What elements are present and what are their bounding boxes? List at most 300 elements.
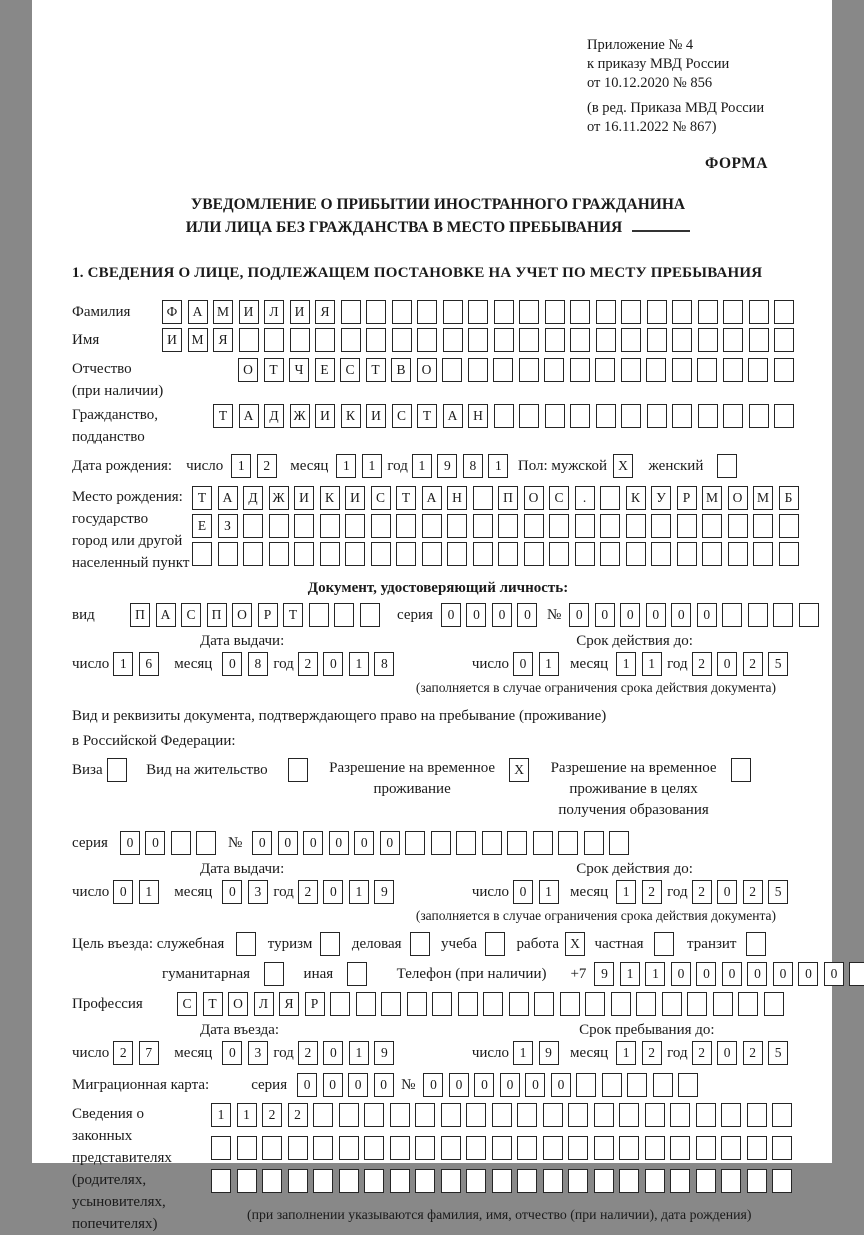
name-cell[interactable] xyxy=(519,328,539,352)
citizenship-cell[interactable] xyxy=(570,404,590,428)
representative-cell[interactable] xyxy=(696,1136,716,1160)
edu-permit-checkbox[interactable] xyxy=(731,758,751,782)
birthplace-cell[interactable] xyxy=(192,542,212,566)
profession-cell[interactable] xyxy=(432,992,452,1016)
representative-cell[interactable] xyxy=(772,1103,792,1127)
mig-number-cell[interactable]: 0 xyxy=(551,1073,571,1097)
representative-cell[interactable] xyxy=(619,1169,639,1193)
name-cell[interactable] xyxy=(596,328,616,352)
birthplace-cell[interactable]: З xyxy=(218,514,238,538)
patronymic-cell[interactable]: О xyxy=(417,358,437,382)
surname-cell[interactable]: И xyxy=(290,300,310,324)
patronymic-cell[interactable] xyxy=(697,358,717,382)
birthplace-cell[interactable]: А xyxy=(218,486,238,510)
profession-cell[interactable] xyxy=(687,992,707,1016)
profession-cell[interactable] xyxy=(509,992,529,1016)
name-cell[interactable] xyxy=(392,328,412,352)
birthplace-cell[interactable]: Е xyxy=(192,514,212,538)
phone-cell[interactable]: 0 xyxy=(747,962,767,986)
permit-valid-day-cell[interactable]: 1 xyxy=(539,880,559,904)
doc-kind-cell[interactable] xyxy=(309,603,329,627)
entry-year-cell[interactable]: 9 xyxy=(374,1041,394,1065)
name-cell[interactable] xyxy=(239,328,259,352)
birthplace-cell[interactable] xyxy=(396,542,416,566)
doc-number-cell[interactable]: 0 xyxy=(595,603,615,627)
birthplace-cell[interactable]: И xyxy=(345,486,365,510)
surname-cell[interactable] xyxy=(545,300,565,324)
doc-kind-cell[interactable] xyxy=(360,603,380,627)
surname-cell[interactable] xyxy=(570,300,590,324)
profession-cell[interactable]: Т xyxy=(203,992,223,1016)
name-cell[interactable] xyxy=(341,328,361,352)
doc-valid-year-cell[interactable]: 0 xyxy=(717,652,737,676)
profession-cell[interactable]: Я xyxy=(279,992,299,1016)
birthplace-cell[interactable] xyxy=(473,542,493,566)
citizenship-cell[interactable]: Н xyxy=(468,404,488,428)
doc-series-cell[interactable]: 0 xyxy=(492,603,512,627)
doc-valid-year-cell[interactable]: 5 xyxy=(768,652,788,676)
citizenship-cell[interactable] xyxy=(494,404,514,428)
representative-cell[interactable] xyxy=(645,1136,665,1160)
birthplace-cell[interactable] xyxy=(626,514,646,538)
mig-series-cell[interactable]: 0 xyxy=(297,1073,317,1097)
permit-valid-year-cell[interactable]: 5 xyxy=(768,880,788,904)
name-cell[interactable] xyxy=(647,328,667,352)
mig-number-cell[interactable] xyxy=(576,1073,596,1097)
citizenship-cell[interactable] xyxy=(723,404,743,428)
permit-number-cell[interactable]: 0 xyxy=(354,831,374,855)
birthplace-cell[interactable]: Б xyxy=(779,486,799,510)
doc-kind-cell[interactable]: П xyxy=(207,603,227,627)
representative-cell[interactable] xyxy=(696,1169,716,1193)
birthplace-cell[interactable] xyxy=(702,514,722,538)
citizenship-cell[interactable] xyxy=(672,404,692,428)
permit-issue-month-cell[interactable]: 0 xyxy=(222,880,242,904)
representative-cell[interactable] xyxy=(390,1103,410,1127)
birthplace-cell[interactable] xyxy=(422,542,442,566)
doc-issue-year-cell[interactable]: 8 xyxy=(374,652,394,676)
visa-checkbox[interactable] xyxy=(107,758,127,782)
mig-number-cell[interactable] xyxy=(627,1073,647,1097)
birth-year-cell[interactable]: 1 xyxy=(412,454,432,478)
representative-cell[interactable] xyxy=(772,1136,792,1160)
permit-issue-year-cell[interactable]: 9 xyxy=(374,880,394,904)
permit-number-cell[interactable] xyxy=(405,831,425,855)
permit-number-cell[interactable]: 0 xyxy=(303,831,323,855)
representative-cell[interactable] xyxy=(492,1103,512,1127)
doc-number-cell[interactable] xyxy=(773,603,793,627)
birthplace-cell[interactable] xyxy=(320,542,340,566)
stay-day-cell[interactable]: 9 xyxy=(539,1041,559,1065)
mig-series-cell[interactable]: 0 xyxy=(323,1073,343,1097)
citizenship-cell[interactable] xyxy=(749,404,769,428)
entry-month-cell[interactable]: 3 xyxy=(248,1041,268,1065)
representative-cell[interactable] xyxy=(594,1103,614,1127)
representative-cell[interactable] xyxy=(696,1103,716,1127)
representative-cell[interactable]: 2 xyxy=(262,1103,282,1127)
name-cell[interactable] xyxy=(570,328,590,352)
permit-valid-month-cell[interactable]: 1 xyxy=(616,880,636,904)
birthplace-cell[interactable]: О xyxy=(728,486,748,510)
phone-cell[interactable]: 1 xyxy=(620,962,640,986)
profession-cell[interactable] xyxy=(611,992,631,1016)
doc-valid-month-cell[interactable]: 1 xyxy=(616,652,636,676)
stay-day-cell[interactable]: 1 xyxy=(513,1041,533,1065)
birthplace-cell[interactable]: А xyxy=(422,486,442,510)
representative-cell[interactable] xyxy=(288,1169,308,1193)
doc-kind-cell[interactable]: П xyxy=(130,603,150,627)
doc-series-cell[interactable]: 0 xyxy=(466,603,486,627)
entry-year-cell[interactable]: 0 xyxy=(323,1041,343,1065)
doc-issue-year-cell[interactable]: 0 xyxy=(323,652,343,676)
representative-cell[interactable] xyxy=(466,1136,486,1160)
representative-cell[interactable] xyxy=(339,1103,359,1127)
representative-cell[interactable] xyxy=(492,1169,512,1193)
citizenship-cell[interactable]: С xyxy=(392,404,412,428)
surname-cell[interactable] xyxy=(519,300,539,324)
doc-kind-cell[interactable]: О xyxy=(232,603,252,627)
representative-cell[interactable] xyxy=(415,1169,435,1193)
representative-cell[interactable] xyxy=(543,1169,563,1193)
birthplace-cell[interactable] xyxy=(243,514,263,538)
phone-cell[interactable]: 0 xyxy=(798,962,818,986)
representative-cell[interactable] xyxy=(466,1103,486,1127)
doc-series-cell[interactable]: 0 xyxy=(441,603,461,627)
birthplace-cell[interactable] xyxy=(345,542,365,566)
profession-cell[interactable] xyxy=(636,992,656,1016)
birth-day-cell[interactable]: 1 xyxy=(231,454,251,478)
surname-cell[interactable] xyxy=(621,300,641,324)
birthplace-cell[interactable]: К xyxy=(626,486,646,510)
profession-cell[interactable] xyxy=(381,992,401,1016)
citizenship-cell[interactable]: Т xyxy=(417,404,437,428)
profession-cell[interactable] xyxy=(713,992,733,1016)
permit-number-cell[interactable] xyxy=(456,831,476,855)
representative-cell[interactable] xyxy=(364,1169,384,1193)
birthplace-cell[interactable]: О xyxy=(524,486,544,510)
birth-month-cell[interactable]: 1 xyxy=(336,454,356,478)
profession-cell[interactable] xyxy=(330,992,350,1016)
stay-year-cell[interactable]: 2 xyxy=(743,1041,763,1065)
name-cell[interactable] xyxy=(672,328,692,352)
representative-cell[interactable] xyxy=(313,1169,333,1193)
phone-cell[interactable]: 0 xyxy=(696,962,716,986)
birthplace-cell[interactable] xyxy=(473,486,493,510)
name-cell[interactable] xyxy=(621,328,641,352)
birthplace-cell[interactable] xyxy=(371,514,391,538)
doc-issue-month-cell[interactable]: 8 xyxy=(248,652,268,676)
birthplace-cell[interactable] xyxy=(524,514,544,538)
representative-cell[interactable] xyxy=(670,1103,690,1127)
representative-cell[interactable] xyxy=(645,1169,665,1193)
surname-cell[interactable]: И xyxy=(239,300,259,324)
stay-year-cell[interactable]: 0 xyxy=(717,1041,737,1065)
permit-number-cell[interactable] xyxy=(533,831,553,855)
birthplace-cell[interactable]: П xyxy=(498,486,518,510)
name-cell[interactable] xyxy=(698,328,718,352)
surname-cell[interactable] xyxy=(417,300,437,324)
representative-cell[interactable] xyxy=(415,1136,435,1160)
representative-cell[interactable] xyxy=(543,1103,563,1127)
mig-number-cell[interactable] xyxy=(678,1073,698,1097)
representative-cell[interactable] xyxy=(721,1169,741,1193)
permit-number-cell[interactable] xyxy=(507,831,527,855)
permit-number-cell[interactable]: 0 xyxy=(252,831,272,855)
birthplace-cell[interactable] xyxy=(753,542,773,566)
surname-cell[interactable] xyxy=(341,300,361,324)
patronymic-cell[interactable] xyxy=(774,358,794,382)
birthplace-cell[interactable] xyxy=(651,514,671,538)
profession-cell[interactable] xyxy=(356,992,376,1016)
representative-cell[interactable] xyxy=(594,1136,614,1160)
representative-cell[interactable] xyxy=(441,1136,461,1160)
patronymic-cell[interactable] xyxy=(544,358,564,382)
profession-cell[interactable] xyxy=(662,992,682,1016)
permit-number-cell[interactable]: 0 xyxy=(278,831,298,855)
name-cell[interactable] xyxy=(264,328,284,352)
birthplace-cell[interactable] xyxy=(524,542,544,566)
mig-series-cell[interactable]: 0 xyxy=(348,1073,368,1097)
patronymic-cell[interactable]: С xyxy=(340,358,360,382)
birthplace-cell[interactable] xyxy=(447,542,467,566)
representative-cell[interactable] xyxy=(772,1169,792,1193)
birthplace-cell[interactable] xyxy=(575,542,595,566)
name-cell[interactable] xyxy=(545,328,565,352)
name-cell[interactable] xyxy=(290,328,310,352)
citizenship-cell[interactable]: А xyxy=(239,404,259,428)
doc-valid-year-cell[interactable]: 2 xyxy=(692,652,712,676)
doc-number-cell[interactable]: 0 xyxy=(646,603,666,627)
birth-year-cell[interactable]: 1 xyxy=(488,454,508,478)
name-cell[interactable]: М xyxy=(188,328,208,352)
permit-issue-month-cell[interactable]: 3 xyxy=(248,880,268,904)
phone-cell[interactable]: 1 xyxy=(645,962,665,986)
permit-issue-year-cell[interactable]: 0 xyxy=(323,880,343,904)
birthplace-cell[interactable] xyxy=(779,514,799,538)
doc-kind-cell[interactable]: Р xyxy=(258,603,278,627)
permit-valid-year-cell[interactable]: 2 xyxy=(692,880,712,904)
purpose-private-checkbox[interactable] xyxy=(654,932,674,956)
doc-valid-month-cell[interactable]: 1 xyxy=(642,652,662,676)
birthplace-cell[interactable] xyxy=(422,514,442,538)
profession-cell[interactable]: Л xyxy=(254,992,274,1016)
birthplace-cell[interactable] xyxy=(396,514,416,538)
name-cell[interactable] xyxy=(468,328,488,352)
birthplace-cell[interactable] xyxy=(447,514,467,538)
birthplace-cell[interactable] xyxy=(753,514,773,538)
patronymic-cell[interactable] xyxy=(570,358,590,382)
citizenship-cell[interactable]: А xyxy=(443,404,463,428)
profession-cell[interactable] xyxy=(738,992,758,1016)
birthplace-cell[interactable] xyxy=(702,542,722,566)
representative-cell[interactable] xyxy=(543,1136,563,1160)
citizenship-cell[interactable]: И xyxy=(315,404,335,428)
purpose-business-checkbox[interactable] xyxy=(410,932,430,956)
stay-year-cell[interactable]: 5 xyxy=(768,1041,788,1065)
phone-cell[interactable]: 0 xyxy=(722,962,742,986)
birthplace-cell[interactable] xyxy=(728,514,748,538)
permit-issue-year-cell[interactable]: 1 xyxy=(349,880,369,904)
doc-issue-day-cell[interactable]: 6 xyxy=(139,652,159,676)
representative-cell[interactable] xyxy=(211,1169,231,1193)
doc-number-cell[interactable] xyxy=(748,603,768,627)
name-cell[interactable] xyxy=(494,328,514,352)
permit-series-cell[interactable]: 0 xyxy=(145,831,165,855)
permit-issue-year-cell[interactable]: 2 xyxy=(298,880,318,904)
citizenship-cell[interactable] xyxy=(647,404,667,428)
birthplace-cell[interactable] xyxy=(549,542,569,566)
doc-kind-cell[interactable] xyxy=(334,603,354,627)
surname-cell[interactable] xyxy=(672,300,692,324)
doc-series-cell[interactable]: 0 xyxy=(517,603,537,627)
representative-cell[interactable] xyxy=(262,1169,282,1193)
mig-number-cell[interactable]: 0 xyxy=(525,1073,545,1097)
representative-cell[interactable] xyxy=(747,1169,767,1193)
patronymic-cell[interactable] xyxy=(723,358,743,382)
representative-cell[interactable] xyxy=(441,1103,461,1127)
patronymic-cell[interactable]: Т xyxy=(366,358,386,382)
patronymic-cell[interactable] xyxy=(468,358,488,382)
birthplace-cell[interactable] xyxy=(677,542,697,566)
representative-cell[interactable] xyxy=(645,1103,665,1127)
surname-cell[interactable] xyxy=(443,300,463,324)
profession-cell[interactable] xyxy=(483,992,503,1016)
patronymic-cell[interactable] xyxy=(672,358,692,382)
doc-number-cell[interactable] xyxy=(799,603,819,627)
doc-kind-cell[interactable]: С xyxy=(181,603,201,627)
patronymic-cell[interactable]: Е xyxy=(315,358,335,382)
birth-month-cell[interactable]: 1 xyxy=(362,454,382,478)
birthplace-cell[interactable] xyxy=(600,514,620,538)
birthplace-cell[interactable]: Д xyxy=(243,486,263,510)
surname-cell[interactable]: А xyxy=(188,300,208,324)
mig-number-cell[interactable] xyxy=(653,1073,673,1097)
doc-number-cell[interactable]: 0 xyxy=(620,603,640,627)
patronymic-cell[interactable] xyxy=(519,358,539,382)
representative-cell[interactable] xyxy=(517,1136,537,1160)
stay-month-cell[interactable]: 1 xyxy=(616,1041,636,1065)
representative-cell[interactable] xyxy=(747,1103,767,1127)
birthplace-cell[interactable] xyxy=(320,514,340,538)
birthplace-cell[interactable] xyxy=(626,542,646,566)
mig-number-cell[interactable]: 0 xyxy=(449,1073,469,1097)
phone-cell[interactable] xyxy=(849,962,864,986)
profession-cell[interactable]: С xyxy=(177,992,197,1016)
citizenship-cell[interactable]: И xyxy=(366,404,386,428)
permit-valid-month-cell[interactable]: 2 xyxy=(642,880,662,904)
purpose-official-checkbox[interactable] xyxy=(236,932,256,956)
surname-cell[interactable] xyxy=(749,300,769,324)
birthplace-cell[interactable]: М xyxy=(753,486,773,510)
surname-cell[interactable] xyxy=(774,300,794,324)
birthplace-cell[interactable]: К xyxy=(320,486,340,510)
surname-cell[interactable] xyxy=(723,300,743,324)
male-checkbox[interactable]: X xyxy=(613,454,633,478)
stay-year-cell[interactable]: 2 xyxy=(692,1041,712,1065)
entry-year-cell[interactable]: 2 xyxy=(298,1041,318,1065)
phone-cell[interactable]: 0 xyxy=(773,962,793,986)
stay-month-cell[interactable]: 2 xyxy=(642,1041,662,1065)
entry-day-cell[interactable]: 2 xyxy=(113,1041,133,1065)
representative-cell[interactable] xyxy=(721,1136,741,1160)
birthplace-cell[interactable]: Р xyxy=(677,486,697,510)
mig-series-cell[interactable]: 0 xyxy=(374,1073,394,1097)
representative-cell[interactable] xyxy=(594,1169,614,1193)
representative-cell[interactable] xyxy=(262,1136,282,1160)
representative-cell[interactable] xyxy=(568,1136,588,1160)
patronymic-cell[interactable]: В xyxy=(391,358,411,382)
birthplace-cell[interactable] xyxy=(677,514,697,538)
birthplace-cell[interactable] xyxy=(651,542,671,566)
birthplace-cell[interactable]: . xyxy=(575,486,595,510)
permit-issue-day-cell[interactable]: 0 xyxy=(113,880,133,904)
representative-cell[interactable]: 2 xyxy=(288,1103,308,1127)
purpose-other-checkbox[interactable] xyxy=(347,962,367,986)
entry-year-cell[interactable]: 1 xyxy=(349,1041,369,1065)
name-cell[interactable]: И xyxy=(162,328,182,352)
birthplace-cell[interactable] xyxy=(549,514,569,538)
surname-cell[interactable]: Л xyxy=(264,300,284,324)
surname-cell[interactable] xyxy=(647,300,667,324)
representative-cell[interactable] xyxy=(568,1169,588,1193)
citizenship-cell[interactable] xyxy=(519,404,539,428)
birthplace-cell[interactable] xyxy=(243,542,263,566)
representative-cell[interactable] xyxy=(619,1103,639,1127)
representative-cell[interactable] xyxy=(237,1136,257,1160)
citizenship-cell[interactable]: Д xyxy=(264,404,284,428)
permit-series-cell[interactable] xyxy=(196,831,216,855)
permit-number-cell[interactable] xyxy=(584,831,604,855)
doc-number-cell[interactable]: 0 xyxy=(671,603,691,627)
citizenship-cell[interactable] xyxy=(698,404,718,428)
birth-year-cell[interactable]: 8 xyxy=(463,454,483,478)
birthplace-cell[interactable]: Ж xyxy=(269,486,289,510)
birthplace-cell[interactable] xyxy=(473,514,493,538)
doc-kind-cell[interactable]: А xyxy=(156,603,176,627)
profession-cell[interactable] xyxy=(764,992,784,1016)
representative-cell[interactable] xyxy=(415,1103,435,1127)
representative-cell[interactable] xyxy=(390,1169,410,1193)
birthplace-cell[interactable]: М xyxy=(702,486,722,510)
permit-number-cell[interactable]: 0 xyxy=(380,831,400,855)
representative-cell[interactable] xyxy=(517,1103,537,1127)
purpose-humanitarian-checkbox[interactable] xyxy=(264,962,284,986)
patronymic-cell[interactable] xyxy=(595,358,615,382)
representative-cell[interactable] xyxy=(466,1169,486,1193)
entry-month-cell[interactable]: 0 xyxy=(222,1041,242,1065)
citizenship-cell[interactable] xyxy=(621,404,641,428)
citizenship-cell[interactable] xyxy=(596,404,616,428)
temp-permit-checkbox[interactable]: X xyxy=(509,758,529,782)
doc-kind-cell[interactable]: Т xyxy=(283,603,303,627)
profession-cell[interactable]: О xyxy=(228,992,248,1016)
birthplace-cell[interactable] xyxy=(269,514,289,538)
patronymic-cell[interactable]: Т xyxy=(264,358,284,382)
citizenship-cell[interactable] xyxy=(545,404,565,428)
profession-cell[interactable] xyxy=(407,992,427,1016)
surname-cell[interactable] xyxy=(392,300,412,324)
surname-cell[interactable] xyxy=(596,300,616,324)
patronymic-cell[interactable] xyxy=(442,358,462,382)
name-cell[interactable]: Я xyxy=(213,328,233,352)
representative-cell[interactable] xyxy=(670,1136,690,1160)
representative-cell[interactable] xyxy=(568,1103,588,1127)
representative-cell[interactable] xyxy=(747,1136,767,1160)
purpose-tourism-checkbox[interactable] xyxy=(320,932,340,956)
birthplace-cell[interactable] xyxy=(779,542,799,566)
patronymic-cell[interactable]: Ч xyxy=(289,358,309,382)
permit-issue-day-cell[interactable]: 1 xyxy=(139,880,159,904)
